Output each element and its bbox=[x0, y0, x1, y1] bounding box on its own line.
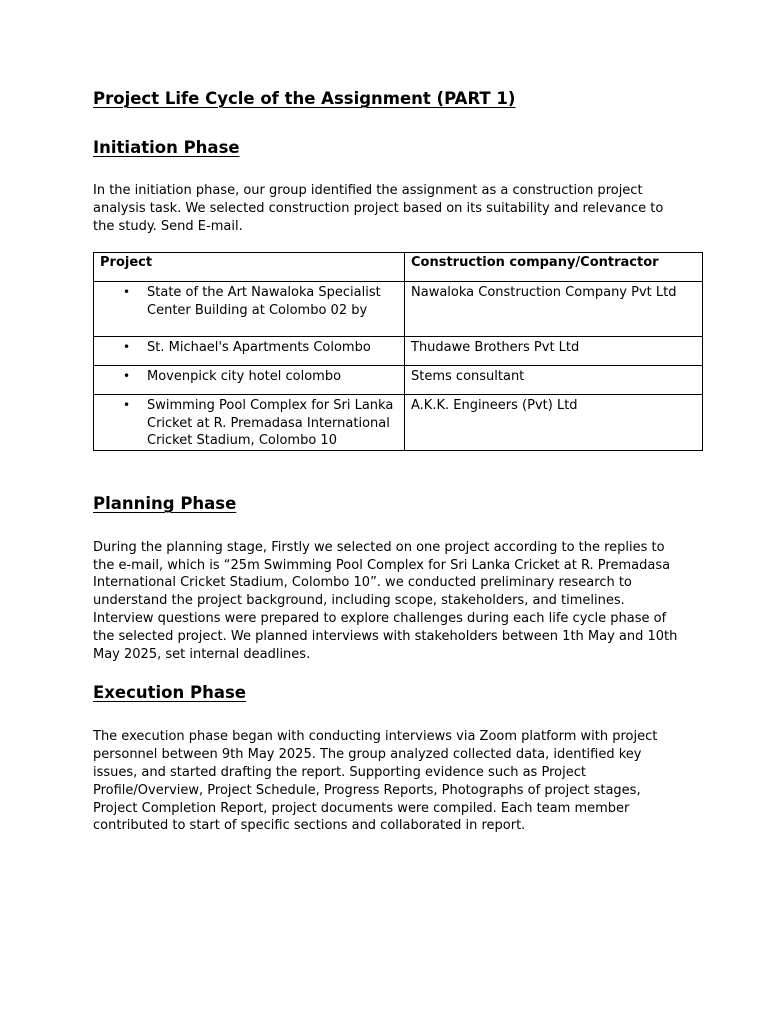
bullet-icon: • bbox=[123, 285, 131, 300]
bullet-icon: • bbox=[123, 340, 131, 355]
bullet-icon: • bbox=[123, 398, 131, 413]
project-name: State of the Art Nawaloka Specialist Center Building at Colombo 02 by bbox=[147, 285, 381, 318]
project-cell bbox=[94, 366, 405, 395]
execution-paragraph: The execution phase began with conducting interviews via Zoom platform with project personnel between 9th May 2025. The group analyzed collected data, identified key issues, and started drafting the report. Supporting evidence such as Project Profile/Overview, Project Schedule, Progress Reports, Photographs of project stages, Project Completion Report, project documents were compiled. Each team member contributed to start of specific sections and collaborated in report. bbox=[93, 729, 658, 834]
table-header-project: Project bbox=[94, 253, 405, 282]
document-title: Project Life Cycle of the Assignment (PART 1) bbox=[93, 89, 516, 108]
execution-heading: Execution Phase bbox=[93, 683, 246, 703]
bullet-icon: • bbox=[123, 369, 131, 384]
contractor-cell: Thudawe Brothers Pvt Ltd bbox=[405, 337, 703, 366]
table-row bbox=[94, 395, 703, 451]
planning-heading: Planning Phase bbox=[93, 493, 237, 513]
initiation-paragraph: In the initiation phase, our group identified the assignment as a construction project analysis task. We selected construction project based on its suitability and relevance to the study. Send E-mail. bbox=[93, 183, 664, 234]
project-cell bbox=[94, 395, 405, 451]
table-header-row bbox=[94, 253, 703, 282]
initiation-heading: Initiation Phase bbox=[93, 138, 240, 157]
project-name: Swimming Pool Complex for Sri Lanka Cricket at R. Premadasa International Cricket Stadium, Colombo 10 bbox=[147, 398, 394, 449]
document-page bbox=[93, 88, 683, 835]
planning-paragraph: During the planning stage, Firstly we selected on one project according to the replies to the e-mail, which is “25m Swimming Pool Complex for Sri Lanka Cricket at R. Premadasa International Cricket Stadium, Colombo 10”. we conducted preliminary research to understand the project background, including scope, stakeholders, and timelines. Interview questions were prepared to explore challenges during each life cycle phase of the selected project. We planned interviews with stakeholders between 1th May and 10th May 2025, set internal deadlines. bbox=[93, 539, 678, 662]
contractor-cell: A.K.K. Engineers (Pvt) Ltd bbox=[405, 395, 703, 451]
project-table bbox=[93, 252, 703, 451]
project-cell bbox=[94, 337, 405, 366]
project-cell bbox=[94, 282, 405, 337]
contractor-cell: Stems consultant bbox=[405, 366, 703, 395]
table-row bbox=[94, 366, 703, 395]
table-row bbox=[94, 282, 703, 337]
contractor-cell: Nawaloka Construction Company Pvt Ltd bbox=[405, 282, 703, 337]
table-row bbox=[94, 337, 703, 366]
table-header-contractor: Construction company/Contractor bbox=[405, 253, 703, 282]
project-name: Movenpick city hotel colombo bbox=[147, 369, 342, 385]
project-name: St. Michael's Apartments Colombo bbox=[147, 340, 371, 356]
